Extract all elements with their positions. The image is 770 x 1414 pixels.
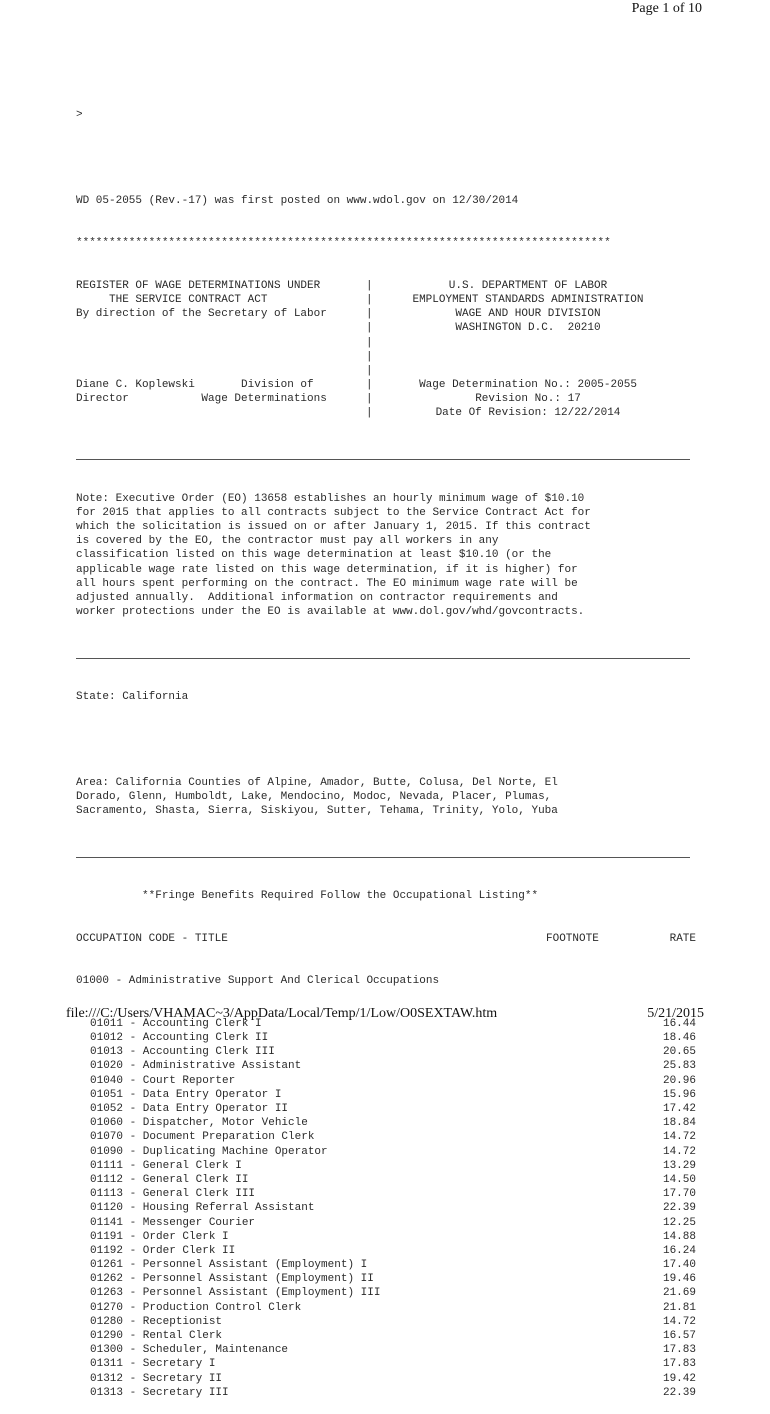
header-left-text [76,364,366,378]
occupation-title: 01311 - Secretary I [90,1358,216,1371]
occupation-footnote [546,1244,636,1258]
occupation-rate: 17.42 [662,1103,696,1115]
occupation-rate: 14.72 [662,1131,696,1144]
occupation-rate: 17.70 [662,1188,696,1201]
occupation-title: 01060 - Dispatcher, Motor Vehicle [90,1117,308,1130]
header-right-text [380,350,696,364]
table-row [76,1145,696,1159]
header-row [76,279,696,293]
table-row [76,1244,696,1258]
occupation-footnote [546,1145,636,1159]
table-row [76,1301,696,1315]
table-row [76,1230,696,1244]
occupation-rate: 17.83 [662,1358,696,1371]
occupation-footnote [546,1286,636,1300]
occupation-footnote [546,1031,636,1045]
occupation-footnote [546,1301,636,1315]
column-separator: | [366,379,373,392]
occupation-title: 01112 - General Clerk II [90,1173,249,1186]
table-row [76,1074,696,1088]
gt-marker: > [76,109,83,122]
note-line: Note: Executive Order (EO) 13658 establishes an hourly minimum wage of $10.10 [76,492,585,505]
occupation-footnote [546,1372,636,1386]
header-row [76,350,696,364]
occupation-title: 01312 - Secretary II [90,1372,223,1385]
table-row [76,1159,696,1173]
divider [76,847,696,861]
occupation-title: 01261 - Personnel Assistant (Employment) I [90,1259,368,1272]
occupation-footnote [546,1074,636,1088]
occupation-footnote [546,1173,636,1187]
header-row [76,392,696,406]
area-line: Dorado, Glenn, Humboldt, Lake, Mendocino, Modoc, Nevada, Placer, Plumas, [76,790,552,803]
header-row [76,293,696,307]
occupation-rate: 18.46 [662,1032,696,1045]
occupation-rate: 19.46 [662,1273,696,1286]
occupation-title: 01270 - Production Control Clerk [90,1301,302,1314]
table-row [76,1130,696,1144]
header-right-text: EMPLOYMENT STANDARDS ADMINISTRATION [412,293,644,306]
header-right-text: Wage Determination No.: 2005-2055 [419,379,637,392]
occupation-rate: 14.88 [662,1230,696,1243]
posted-line: WD 05-2055 (Rev.-17) was first posted on www.wdol.gov on 12/30/2014 [76,194,519,207]
wage-determination-document [76,80,696,1414]
column-separator: | [366,308,373,321]
occupation-title: 01262 - Personnel Assistant (Employment) II [90,1273,374,1286]
table-row [76,1116,696,1130]
table-row [76,1102,696,1116]
occupation-footnote [546,1045,636,1059]
occupation-rate: 14.72 [662,1145,696,1158]
header-right-text: WAGE AND HOUR DIVISION [455,308,601,321]
header-block [76,279,696,421]
occupation-footnote [546,1159,636,1173]
occupation-rate: 18.84 [662,1117,696,1130]
occupation-title: 01051 - Data Entry Operator I [90,1088,282,1101]
occupation-footnote [546,1343,636,1357]
column-separator: | [366,279,373,292]
table-row [76,1045,696,1059]
occupation-title: 01012 - Accounting Clerk II [90,1032,269,1045]
column-separator: | [366,336,373,349]
occupation-footnote [546,1116,636,1130]
divider [76,449,696,463]
column-separator: | [366,322,373,335]
header-left-text: THE SERVICE CONTRACT ACT [76,293,268,306]
header-left-text: Diane C. Koplewski Division of [76,379,314,392]
footer-date: 5/21/2015 [647,1006,704,1021]
occupation-rate: 19.42 [662,1372,696,1385]
occupation-title: 01141 - Messenger Courier [90,1216,256,1229]
area-line: Sacramento, Shasta, Sierra, Siskiyou, Sutter, Tehama, Trinity, Yolo, Yuba [76,804,558,817]
occupation-rate: 14.72 [662,1315,696,1328]
table-row [76,1187,696,1201]
occupation-title: 01300 - Scheduler, Maintenance [90,1344,289,1357]
occupation-footnote [546,1386,636,1400]
occupation-footnote [546,1102,636,1116]
header-left-text [76,321,366,335]
table-row [76,1272,696,1286]
occupation-footnote [546,1315,636,1329]
page-number: Page 1 of 10 [631,1,702,16]
star-divider: ********************************************************************************* [76,237,611,250]
header-row [76,406,696,420]
occupation-footnote [546,1187,636,1201]
state-line: State: California [76,691,189,704]
occupation-footnote [546,1258,636,1272]
area-block [76,776,696,819]
occupation-rate: 15.96 [662,1088,696,1101]
table-row [76,1173,696,1187]
eo-note [76,492,696,620]
occupation-footnote [546,1230,636,1244]
header-row [76,364,696,378]
occupation-title: 01020 - Administrative Assistant [90,1060,302,1073]
occupation-rate: 13.29 [662,1159,696,1172]
area-line: Area: California Counties of Alpine, Amador, Butte, Colusa, Del Norte, El [76,776,558,789]
table-row [76,1372,696,1386]
table-row [76,1088,696,1102]
divider [76,648,696,662]
note-line: worker protections under the EO is available at www.dol.gov/whd/govcontracts. [76,606,585,619]
occupation-title: 01070 - Document Preparation Clerk [90,1131,315,1144]
table-row [76,1357,696,1371]
header-right-text: U.S. DEPARTMENT OF LABOR [448,279,608,292]
group-heading: 01000 - Administrative Support And Clerical Occupations [76,975,440,988]
occupation-title: 01052 - Data Entry Operator II [90,1103,289,1115]
note-line: adjusted annually. Additional information on contractor requirements and [76,591,558,604]
table-row [76,1329,696,1343]
occupation-rate: 16.44 [662,1017,696,1030]
occupation-rate: 20.65 [662,1046,696,1059]
occupation-title: 01113 - General Clerk III [90,1188,256,1201]
column-separator: | [366,364,373,377]
header-right-text [380,336,696,350]
occupation-table [76,1017,696,1400]
table-row [76,1031,696,1045]
occupation-title: 01111 - General Clerk I [90,1159,242,1172]
occupation-rate: 20.96 [662,1074,696,1087]
table-row [76,1216,696,1230]
note-line: is covered by the EO, the contractor must pay all workers in any [76,535,499,548]
column-separator: | [366,293,373,306]
occupation-rate: 14.50 [662,1173,696,1186]
occupation-title: 01313 - Secretary III [90,1386,229,1399]
header-right-text: WASHINGTON D.C. 20210 [455,322,601,335]
column-separator: | [366,407,373,420]
occupation-rate: 22.39 [662,1202,696,1215]
occupation-rate: 21.81 [662,1301,696,1314]
col-footnote: FOOTNOTE [546,932,599,945]
footer-url: file:///C:/Users/VHAMAC~3/AppData/Local/Temp/1/Low/O0SEXTAW.htm [66,1006,498,1021]
occupation-footnote [546,1130,636,1144]
occupation-rate: 25.83 [662,1060,696,1073]
header-left-text [76,336,366,350]
occupation-title: 01120 - Housing Referral Assistant [90,1202,315,1215]
occupation-rate: 17.40 [662,1259,696,1272]
occupation-footnote [546,1329,636,1343]
column-separator: | [366,350,373,363]
note-line: classification listed on this wage determination at least $10.10 (or the [76,549,552,562]
occupation-title: 01040 - Court Reporter [90,1074,236,1087]
col-rate: RATE [669,932,696,945]
column-separator: | [366,393,373,406]
table-header [76,932,696,946]
occupation-title: 01290 - Rental Clerk [90,1330,223,1342]
table-row [76,1201,696,1215]
header-row [76,307,696,321]
table-row [76,1315,696,1329]
occupation-title: 01013 - Accounting Clerk III [90,1046,275,1059]
occupation-footnote [546,1272,636,1286]
occupation-footnote [546,1059,636,1073]
table-row [76,1286,696,1300]
table-row [76,1343,696,1357]
occupation-footnote [546,1357,636,1371]
occupation-footnote [546,1088,636,1102]
table-row [76,1258,696,1272]
occupation-title: 01263 - Personnel Assistant (Employment) III [90,1287,381,1300]
header-left-text [76,406,366,420]
occupation-title: 01011 - Accounting Clerk I [90,1017,262,1030]
occupation-rate: 22.39 [662,1386,696,1399]
header-left-text: By direction of the Secretary of Labor [76,308,327,321]
occupation-rate: 16.24 [662,1244,696,1257]
header-row [76,336,696,350]
header-right-text: Date Of Revision: 12/22/2014 [435,407,621,420]
occupation-title: 01192 - Order Clerk II [90,1244,236,1257]
table-row [76,1059,696,1073]
table-row [76,1386,696,1400]
header-row [76,378,696,392]
occupation-rate: 16.57 [662,1330,696,1342]
note-line: all hours spent performing on the contract. The EO minimum wage rate will be [76,577,578,590]
occupation-footnote [546,1201,636,1215]
header-left-text: Director Wage Determinations [76,393,327,406]
occupation-title: 01280 - Receptionist [90,1315,223,1328]
header-left-text: REGISTER OF WAGE DETERMINATIONS UNDER [76,279,321,292]
note-line: applicable wage rate listed on this wage determination, if it is higher) for [76,563,578,576]
occupation-footnote [546,1216,636,1230]
header-row [76,321,696,335]
occupation-rate: 21.69 [662,1287,696,1300]
occupation-title: 01191 - Order Clerk I [90,1230,229,1243]
note-line: which the solicitation is issued on or after January 1, 2015. If this contract [76,521,591,534]
header-right-text: Revision No.: 17 [475,393,581,406]
fringe-heading: **Fringe Benefits Required Follow the Occupational Listing** [76,890,539,903]
col-code-title: OCCUPATION CODE - TITLE [76,932,228,945]
occupation-rate: 12.25 [662,1216,696,1229]
occupation-title: 01090 - Duplicating Machine Operator [90,1145,328,1158]
header-left-text [76,350,366,364]
header-right-text [380,364,696,378]
occupation-rate: 17.83 [662,1344,696,1357]
note-line: for 2015 that applies to all contracts subject to the Service Contract Act for [76,506,591,519]
